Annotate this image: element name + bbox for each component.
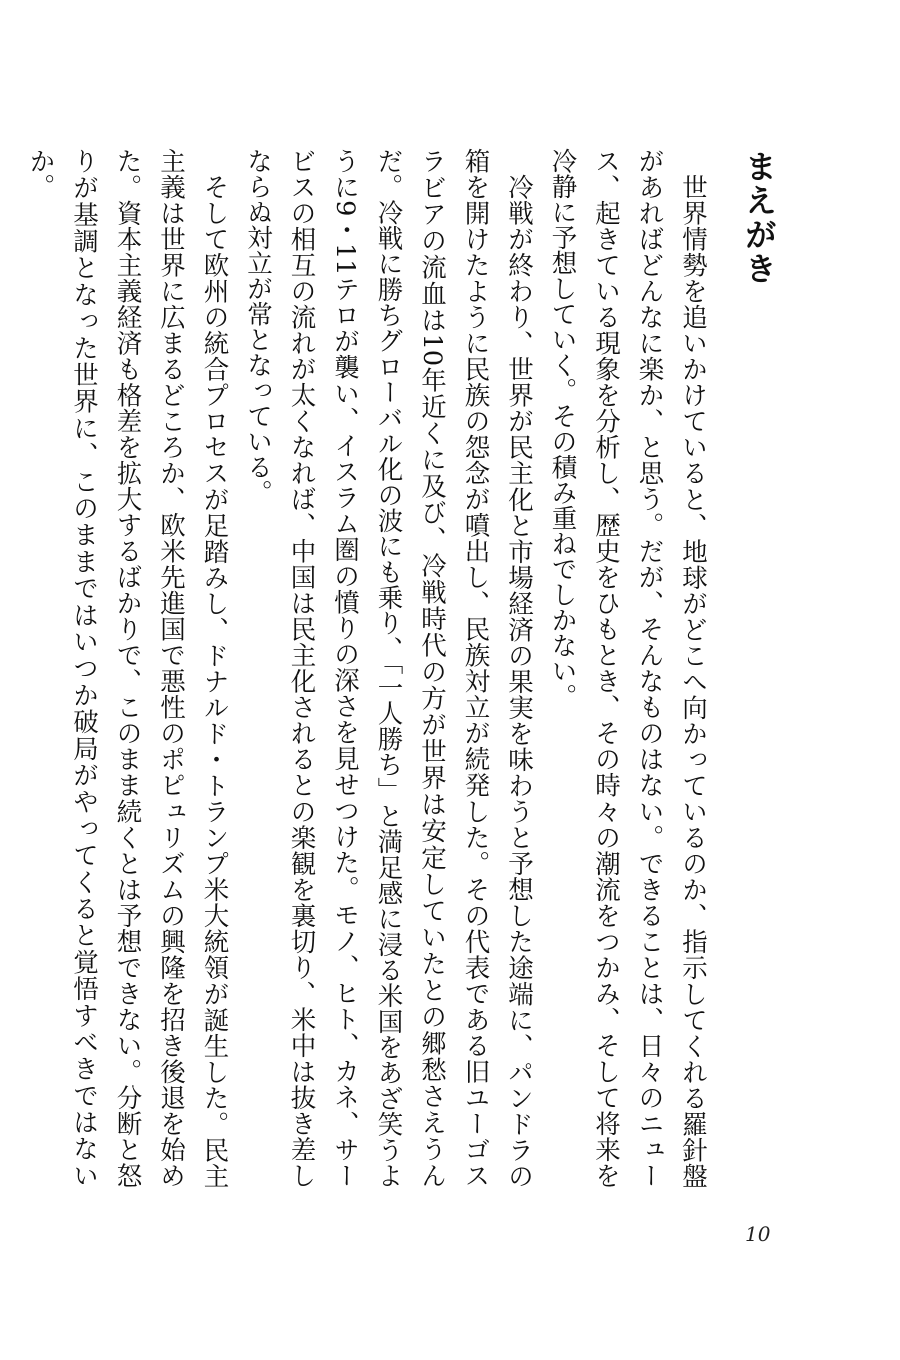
page-number: 10 (745, 1222, 771, 1246)
paragraph-3: そして欧州の統合プロセスが足踏みし、ドナルド・トランプ米大統領が誕生した。民主主義は世界に広まるどころか、欧米先進国で悪性のポピュリズムの興隆を招き後退を始めた。資本主義経済も格差を拡大するばかりで、このまま続くとは予想できない。分断と怒りが基調となった世界に、このままではいつか破局がやってくると覚悟すべきではないか。 (25, 148, 230, 1188)
paragraph-1: 世界情勢を追いかけていると、地球がどこへ向かっているのか、指示してくれる羅針盤があればどんなに楽か、と思う。だが、そんなものはない。できることは、日々のニュース、起きている現象を分析し、歴史をひもとき、その時々の潮流をつかみ、そして将来を冷静に予想していく。その積み重ねでしかない。 (547, 148, 708, 1188)
paragraph-2: 冷戦が終わり、世界が民主化と市場経済の果実を味わうと予想した途端に、パンドラの箱を開けたように民族の怨念が噴出し、民族対立が続発した。その代表である旧ユーゴスラビアの流血は10年近くに及び、冷戦時代の方が世界は安定していたとの郷愁さえうんだ。冷戦に勝ちグローバル化の波にも乗り、「一人勝ち」と満足感に浸る米国をあざ笑うように9・11テロが襲い、イスラム圏の憤りの深さを見せつけた。モノ、ヒト、カネ、サービスの相互の流れが太くなれば、中国は民主化されるとの楽観を裏切り、米中は抜き差しならぬ対立が常となっている。 (243, 148, 534, 1189)
chapter-heading: まえがき (740, 150, 778, 286)
body-text (18, 148, 714, 1188)
